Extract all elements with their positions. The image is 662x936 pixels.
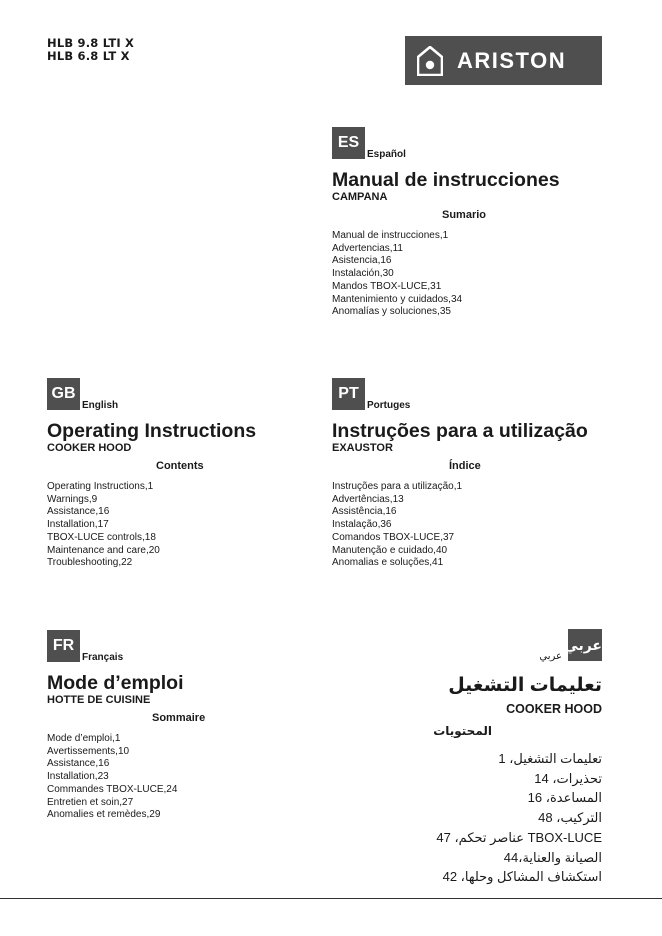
toc-item: التركيب، 48 <box>538 810 602 826</box>
toc-item: Manutenção e cuidado,40 <box>332 544 448 556</box>
toc-pt <box>332 481 604 570</box>
subtitle-pt: EXAUSTOR <box>332 442 393 454</box>
toc-fr <box>47 733 319 822</box>
lang-badge-pt: PT <box>332 378 365 410</box>
toc-heading-ar: المحتويات <box>433 724 492 738</box>
toc-item: المساعدة، 16 <box>527 790 602 806</box>
toc-item: Troubleshooting,22 <box>47 557 133 569</box>
toc-item: Mandos TBOX-LUCE,31 <box>332 280 442 292</box>
toc-item: Installation,23 <box>47 771 109 783</box>
section-fr <box>47 630 319 822</box>
lang-badge-es: ES <box>332 127 365 159</box>
toc-item: Instalação,36 <box>332 519 392 531</box>
subtitle-es: CAMPANA <box>332 191 388 203</box>
toc-item: تعليمات التشغيل، 1 <box>498 751 602 766</box>
toc-heading-es: Sumario <box>442 209 487 221</box>
model-2: HLB 6.8 LT X <box>47 49 130 63</box>
lang-name-ar: عربي <box>539 651 562 662</box>
toc-item: Mode d’emploi,1 <box>47 733 121 744</box>
lang-name-fr: Français <box>82 652 124 663</box>
toc-item: Installation,17 <box>47 519 109 531</box>
toc-item: Anomalies et remèdes,29 <box>47 809 161 821</box>
toc-item: Asistencia,16 <box>332 255 392 267</box>
toc-item: Comandos TBOX-LUCE,37 <box>332 531 455 543</box>
toc-item: Anomalías y soluciones,35 <box>332 306 451 318</box>
brand-name: ARISTON <box>457 47 567 73</box>
toc-item: Anomalias e soluções,41 <box>332 557 444 569</box>
toc-item: Advertencias,11 <box>332 242 403 254</box>
section-gb <box>47 378 319 570</box>
house-icon <box>417 46 443 76</box>
subtitle-gb: COOKER HOOD <box>47 442 132 454</box>
toc-item: استكشاف المشاكل وحلها، 42 <box>442 869 602 885</box>
toc-item: Assistance,16 <box>47 758 110 770</box>
title-ar: تعليمات التشغيل <box>448 675 602 696</box>
lang-name-pt: Portuges <box>367 400 411 411</box>
lang-name-es: Español <box>367 149 406 160</box>
toc-item: TBOX-LUCE controls,18 <box>47 531 156 543</box>
toc-item: Assistance,16 <box>47 506 110 518</box>
subtitle-ar: COOKER HOOD <box>506 702 602 716</box>
toc-item: تحذيرات، 14 <box>534 770 602 786</box>
toc-item: Mantenimiento y cuidados,34 <box>332 293 463 305</box>
toc-item: Entretien et soin,27 <box>47 796 134 808</box>
toc-heading-fr: Sommaire <box>152 712 206 724</box>
toc-item: Instruções para a utilização,1 <box>332 481 463 492</box>
toc-item: الصيانة والعناية،44 <box>503 849 602 865</box>
ariston-logo <box>405 36 602 85</box>
lang-badge-fr: FR <box>47 630 80 662</box>
toc-ar <box>380 749 602 887</box>
toc-item: Commandes TBOX-LUCE,24 <box>47 783 178 795</box>
section-es <box>332 127 604 319</box>
toc-item: Operating Instructions,1 <box>47 481 154 492</box>
lang-badge-gb: GB <box>47 378 80 410</box>
toc-es <box>332 230 604 319</box>
toc-item: Instalación,30 <box>332 268 394 280</box>
title-pt: Instruções para a utilização <box>332 420 588 442</box>
toc-item: TBOX-LUCE عناصر تحكم، 47 <box>436 829 602 845</box>
subtitle-fr: HOTTE DE CUISINE <box>47 694 151 706</box>
toc-gb <box>47 481 319 570</box>
model-1: HLB 9.8 LTI X <box>47 36 135 50</box>
toc-item: Avertissements,10 <box>47 745 130 757</box>
toc-item: Advertências,13 <box>332 493 404 505</box>
lang-badge-ar: عربي <box>568 629 602 661</box>
bottom-divider <box>0 898 662 899</box>
lang-name-gb: English <box>82 400 119 411</box>
toc-heading-pt: Índice <box>449 460 481 472</box>
toc-heading-gb: Contents <box>156 460 204 472</box>
section-pt <box>332 378 604 570</box>
toc-item: Manual de instrucciones,1 <box>332 230 449 241</box>
toc-item: Assistência,16 <box>332 506 397 518</box>
title-es: Manual de instrucciones <box>332 169 560 191</box>
section-ar <box>380 629 602 887</box>
title-gb: Operating Instructions <box>47 420 257 442</box>
title-fr: Mode d’emploi <box>47 672 184 694</box>
model-numbers <box>47 37 134 63</box>
toc-item: Warnings,9 <box>47 493 98 505</box>
toc-item: Maintenance and care,20 <box>47 544 160 556</box>
